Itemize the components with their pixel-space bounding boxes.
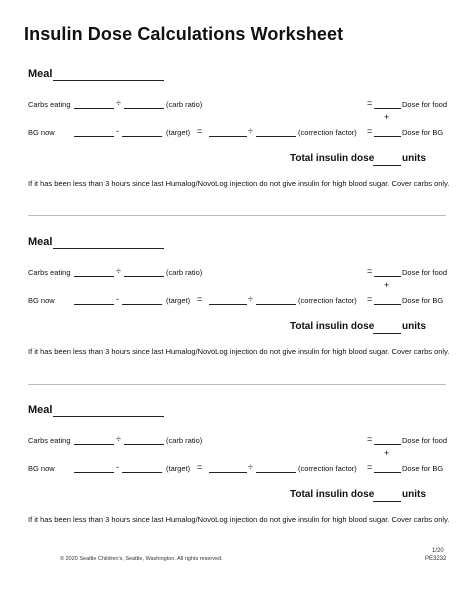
target-label: (target) xyxy=(166,464,191,473)
carb-ratio-label: (carb ratio) xyxy=(166,100,203,109)
bg-now-field[interactable] xyxy=(74,472,114,473)
total-dose-label: Total insulin dose xyxy=(290,321,375,332)
meal-name-field[interactable] xyxy=(53,248,164,249)
bg-diff-field[interactable] xyxy=(209,304,247,305)
equals-sign: = xyxy=(197,462,203,472)
units-label: units xyxy=(402,153,426,164)
correction-factor-field[interactable] xyxy=(256,472,296,473)
target-label: (target) xyxy=(166,128,191,137)
total-dose-label: Total insulin dose xyxy=(290,489,375,500)
equals-sign: = xyxy=(367,98,373,108)
dose-food-label: Dose for food xyxy=(402,436,448,445)
bg-diff-field[interactable] xyxy=(209,136,247,137)
dose-bg-label: Dose for BG xyxy=(402,128,444,137)
divide-sign: ÷ xyxy=(248,462,253,472)
carb-ratio-field[interactable] xyxy=(124,276,164,277)
note-text: If it has been less than 3 hours since last Humalog/NovoLog injection do not give insulin for high blood sugar. Cover carbs only. xyxy=(28,179,450,188)
dose-bg-field[interactable] xyxy=(374,136,401,137)
meal-label: Meal xyxy=(28,236,53,248)
target-label: (target) xyxy=(166,296,191,305)
page-number: 1/20 xyxy=(432,548,444,554)
total-dose-field[interactable] xyxy=(373,501,401,502)
carbs-label: Carbs eating xyxy=(28,100,71,109)
correction-label: (correction factor) xyxy=(298,296,357,305)
note-text: If it has been less than 3 hours since last Humalog/NovoLog injection do not give insulin for high blood sugar. Cover carbs only. xyxy=(28,515,450,524)
correction-label: (correction factor) xyxy=(298,128,357,137)
equals-sign: = xyxy=(367,126,373,136)
page-title: Insulin Dose Calculations Worksheet xyxy=(24,24,344,44)
bg-label: BG now xyxy=(28,464,55,473)
correction-factor-field[interactable] xyxy=(256,136,296,137)
dose-bg-field[interactable] xyxy=(374,472,401,473)
plus-sign: + xyxy=(384,112,390,122)
total-dose-field[interactable] xyxy=(373,333,401,334)
divide-sign: ÷ xyxy=(116,434,121,444)
units-label: units xyxy=(402,321,426,332)
carbs-label: Carbs eating xyxy=(28,268,71,277)
carbs-label: Carbs eating xyxy=(28,436,71,445)
units-label: units xyxy=(402,489,426,500)
divide-sign: ÷ xyxy=(116,266,121,276)
section-divider xyxy=(28,384,446,385)
carbs-field[interactable] xyxy=(74,276,114,277)
dose-food-field[interactable] xyxy=(374,444,401,445)
dose-food-field[interactable] xyxy=(374,276,401,277)
meal-label: Meal xyxy=(28,68,53,80)
meal-name-field[interactable] xyxy=(53,80,164,81)
minus-sign: - xyxy=(116,126,119,136)
meal-name-field[interactable] xyxy=(53,416,164,417)
dose-bg-label: Dose for BG xyxy=(402,464,444,473)
bg-now-field[interactable] xyxy=(74,136,114,137)
correction-factor-field[interactable] xyxy=(256,304,296,305)
dose-food-field[interactable] xyxy=(374,108,401,109)
dose-bg-label: Dose for BG xyxy=(402,296,444,305)
equals-sign: = xyxy=(367,294,373,304)
target-field[interactable] xyxy=(122,136,162,137)
divide-sign: ÷ xyxy=(116,98,121,108)
total-dose-field[interactable] xyxy=(373,165,401,166)
minus-sign: - xyxy=(116,294,119,304)
equals-sign: = xyxy=(367,266,373,276)
meal-section-1 xyxy=(0,68,474,238)
carbs-field[interactable] xyxy=(74,444,114,445)
meal-section-2 xyxy=(0,236,474,406)
bg-label: BG now xyxy=(28,128,55,137)
plus-sign: + xyxy=(384,280,390,290)
bg-now-field[interactable] xyxy=(74,304,114,305)
section-divider xyxy=(28,215,446,216)
divide-sign: ÷ xyxy=(248,294,253,304)
meal-label: Meal xyxy=(28,404,53,416)
equals-sign: = xyxy=(367,434,373,444)
bg-label: BG now xyxy=(28,296,55,305)
dose-bg-field[interactable] xyxy=(374,304,401,305)
target-field[interactable] xyxy=(122,304,162,305)
carb-ratio-field[interactable] xyxy=(124,444,164,445)
carbs-field[interactable] xyxy=(74,108,114,109)
carb-ratio-label: (carb ratio) xyxy=(166,268,203,277)
document-code: PE3232 xyxy=(425,556,447,562)
target-field[interactable] xyxy=(122,472,162,473)
bg-diff-field[interactable] xyxy=(209,472,247,473)
equals-sign: = xyxy=(197,126,203,136)
minus-sign: - xyxy=(116,462,119,472)
carb-ratio-label: (carb ratio) xyxy=(166,436,203,445)
correction-label: (correction factor) xyxy=(298,464,357,473)
plus-sign: + xyxy=(384,448,390,458)
note-text: If it has been less than 3 hours since last Humalog/NovoLog injection do not give insulin for high blood sugar. Cover carbs only. xyxy=(28,347,450,356)
carb-ratio-field[interactable] xyxy=(124,108,164,109)
dose-food-label: Dose for food xyxy=(402,100,448,109)
divide-sign: ÷ xyxy=(248,126,253,136)
copyright-text: © 2020 Seattle Children's, Seattle, Washington. All rights reserved. xyxy=(60,556,223,562)
equals-sign: = xyxy=(197,294,203,304)
dose-food-label: Dose for food xyxy=(402,268,448,277)
total-dose-label: Total insulin dose xyxy=(290,153,375,164)
equals-sign: = xyxy=(367,462,373,472)
meal-section-3 xyxy=(0,404,474,574)
